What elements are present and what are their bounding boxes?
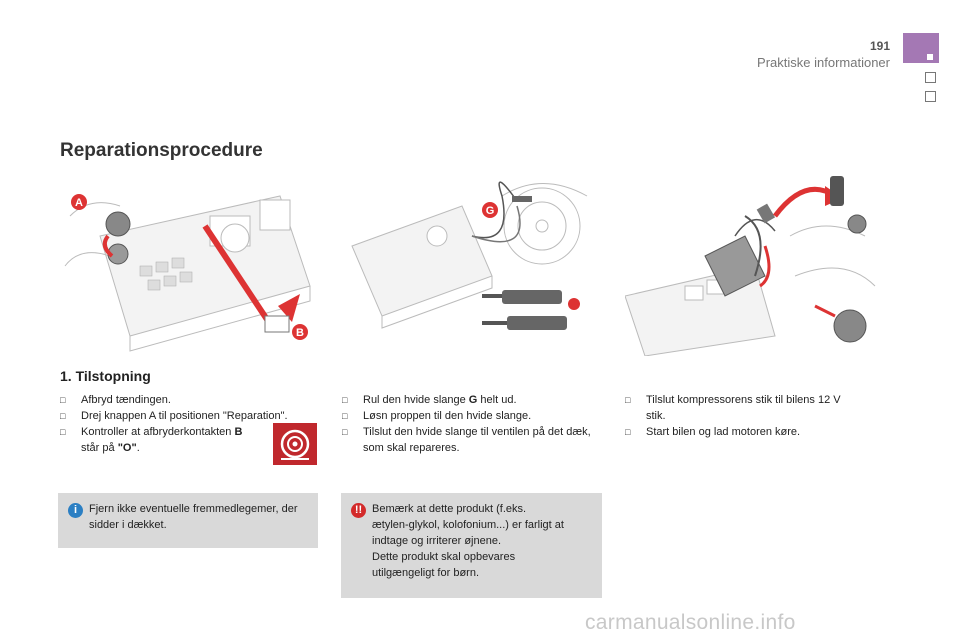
checkbox-glyph-icon: □ bbox=[60, 395, 66, 405]
steps-middle bbox=[342, 392, 602, 456]
checkbox-glyph-icon: □ bbox=[342, 395, 348, 405]
illustration-hose bbox=[342, 176, 602, 356]
checkbox-glyph-icon: □ bbox=[342, 427, 348, 437]
checkbox-glyph-icon: □ bbox=[625, 395, 631, 405]
callout-g: G bbox=[485, 205, 495, 217]
illustration-12v-plug bbox=[625, 176, 885, 356]
tyre-repair-icon bbox=[273, 423, 317, 465]
info-icon: i bbox=[68, 503, 83, 518]
info-note bbox=[58, 493, 318, 548]
list-item: □ Start bilen og lad motoren køre. bbox=[625, 426, 801, 438]
list-item: □ Rul den hvide slange G helt ud. bbox=[342, 394, 517, 406]
warning-icon: !! bbox=[351, 503, 366, 518]
checkbox-glyph-icon: □ bbox=[60, 411, 66, 421]
callout-a: A bbox=[75, 197, 83, 209]
chapter-tab[interactable] bbox=[903, 33, 939, 63]
watermark: carmanualsonline.info bbox=[585, 611, 796, 634]
checkbox-glyph-icon: □ bbox=[342, 411, 348, 421]
warning-note-text: Bemærk at dette produkt (f.eks. ætylen-glykol, kolofonium...) er farligt at indtage og irriterer øjnene. Dette produkt skal opbevares utilgængeligt for børn. bbox=[372, 503, 564, 579]
list-item: □ Løsn proppen til den hvide slange. bbox=[342, 410, 532, 422]
checkbox-glyph-icon: □ bbox=[60, 427, 66, 437]
chapter-title: Praktiske informationer bbox=[757, 55, 890, 70]
subheading: 1. Tilstopning bbox=[60, 368, 151, 384]
illustration-compressor-switch bbox=[60, 176, 320, 356]
page-number: 191 bbox=[869, 39, 890, 53]
callout-b: B bbox=[296, 327, 304, 339]
list-item: □ Drej knappen A til positionen "Reparation". bbox=[60, 410, 288, 422]
chapter-tab-empty[interactable] bbox=[925, 91, 936, 102]
list-item: □ Afbryd tændingen. bbox=[60, 394, 171, 406]
list-item: □ Tilslut den hvide slange til ventilen på det dæk, som skal repareres. bbox=[342, 426, 591, 454]
steps-right bbox=[625, 392, 855, 440]
warning-note bbox=[341, 493, 602, 598]
section-title: Reparationsprocedure bbox=[60, 140, 263, 161]
checkbox-glyph-icon: □ bbox=[625, 427, 631, 437]
tab-marker bbox=[927, 54, 933, 60]
list-item: □ Kontroller at afbryderkontakten B står på "O". bbox=[60, 426, 243, 454]
info-note-text: Fjern ikke eventuelle fremmedlegemer, der sidder i dækket. bbox=[89, 503, 298, 531]
list-item: □ Tilslut kompressorens stik til bilens 12 V stik. bbox=[625, 394, 841, 422]
chapter-tab-empty[interactable] bbox=[925, 72, 936, 83]
